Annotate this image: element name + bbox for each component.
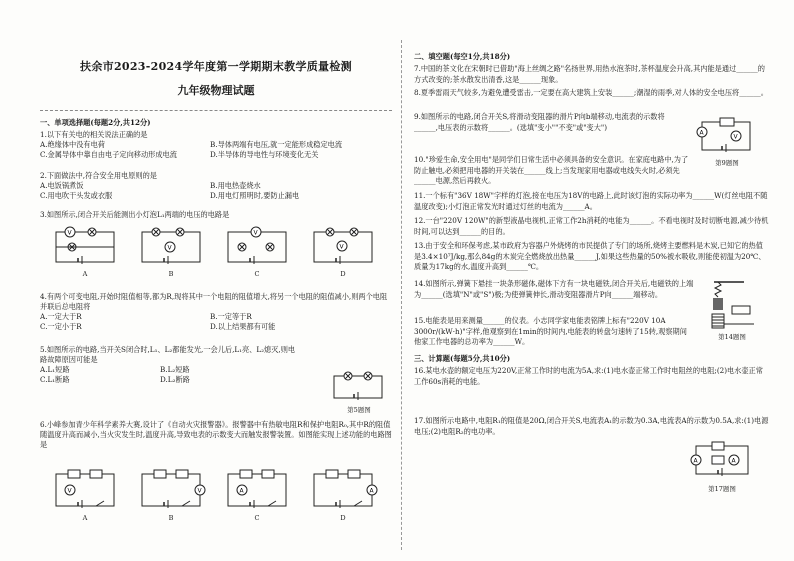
q6-circuit-a bbox=[50, 468, 120, 512]
section-3-heading: 三、计算题(每题5分,共10分) bbox=[414, 354, 511, 363]
svg-text:V: V bbox=[197, 487, 202, 495]
column-divider bbox=[401, 40, 402, 550]
q3-circuit-b bbox=[136, 224, 206, 268]
question-12: 12.一台"220V 120W"的新型液晶电视机,正常工作2h消耗的电能为______。不看电视时及时切断电源,减少待机时间,可以达到______的目的。 bbox=[414, 216, 769, 236]
question-6-stem: 6.小峰参加青少年科学素养大赛,设计了《自动火灾报警器》。报警器中有热敏电阻R和保护电阻R₀,其中R的阻值随温度升高而减小,当火灾发生时,温度升高,导致电表的示数变大而触发报警装置。如图能实现上述功能的电路图是 bbox=[40, 420, 392, 449]
q1-option-a: A.绝缘体中没有电荷 bbox=[40, 140, 105, 149]
q3-circuit-d bbox=[308, 224, 378, 268]
section-1-heading: 一、单项选择题(每题2分,共12分) bbox=[40, 118, 151, 127]
question-5 bbox=[40, 345, 300, 385]
question-3-stem: 3.如图所示,闭合开关后能测出小灯泡L₁两端的电压的电路是 bbox=[40, 210, 230, 219]
q4-option-b: B.一定等于R bbox=[210, 312, 252, 321]
question-11: 11.一个标有"36V 18W"字样的灯泡,接在电压为18V的电路上,此时该灯泡的实际功率为______W(灯丝电阻不随温度改变);小灯泡正常发光时通过灯丝的电流为______A。 bbox=[414, 191, 768, 211]
q6-label-d: D bbox=[340, 514, 346, 522]
question-9: 9.如图所示的电路,闭合开关S,将滑动变阻器的滑片P向b端移动,电流表的示数将______,电压表的示数将______。(选填"变小""不变"或"变大") bbox=[414, 112, 665, 132]
question-8: 8.夏季雷雨天气较多,为避免遭受雷击,一定要在高大建筑上安装______;潮湿的雨季,对人体的安全电压将______。 bbox=[414, 88, 768, 97]
q5-circuit bbox=[330, 370, 386, 402]
question-1 bbox=[40, 130, 392, 160]
q2-option-d: D.用电灯照明时,要防止漏电 bbox=[210, 191, 300, 200]
q5-option-d: D.L₂断路 bbox=[160, 375, 190, 384]
q1-option-c: C.金属导体中靠自由电子定向移动形成电流 bbox=[40, 150, 177, 159]
q3-label-b: B bbox=[168, 270, 174, 278]
question-16: 16.某电水壶的额定电压为220V,正常工作时的电流为5A,求:(1)电水壶正常工作时电阻丝的电阻;(2)电水壶正常工作60s消耗的电能。 bbox=[414, 366, 763, 386]
question-2 bbox=[40, 171, 392, 201]
svg-text:A: A bbox=[699, 129, 704, 137]
header-separator bbox=[40, 110, 392, 111]
question-4-stem: 4.有两个可变电阻,开始时阻值相等,都为R,现将其中一个电阻的阻值增大,将另一个电阻的阻值减小,则两个电阻并联后总电阻将 bbox=[40, 292, 388, 311]
svg-text:V: V bbox=[339, 243, 344, 251]
q4-option-c: C.一定小于R bbox=[40, 322, 82, 331]
svg-text:A: A bbox=[369, 487, 374, 495]
q14-electromagnet-figure bbox=[704, 280, 760, 330]
q6-label-a: A bbox=[82, 514, 88, 522]
question-17: 17.如图所示电路中,电阻R₁的阻值是20Ω,闭合开关S,电流表A₁的示数为0.3A,电流表A的示数为0.5A,求:(1)电源电压;(2)电阻R₂的电功率。 bbox=[414, 416, 769, 436]
q6-circuit-b bbox=[136, 468, 206, 512]
question-4 bbox=[40, 292, 392, 332]
question-14: 14.如图所示,弹簧下悬挂一块条形磁体,磁体下方有一块电磁铁,闭合开关后,电磁铁的上端为______(选填"N"或"S")极;为使弹簧伸长,滑动变阻器滑片P向______端移动。 bbox=[414, 279, 694, 299]
q2-option-b: B.用电热壶烧水 bbox=[210, 181, 261, 190]
q6-circuit-c bbox=[222, 468, 292, 512]
page-subtitle: 九年级物理试题 bbox=[177, 84, 255, 97]
question-1-stem: 1.以下有关电的相关说法正确的是 bbox=[40, 130, 148, 139]
question-7: 7.中国的茶文化在宋朝时已借助"海上丝绸之路"名扬世界,用热水泡茶时,茶杯温度会升高,其内能是通过______的方式改变的;茶水散发出清香,这是______现象。 bbox=[414, 64, 765, 84]
q9-circuit bbox=[696, 114, 756, 158]
question-5-stem: 5.如图所示的电路,当开关S闭合时,L₁、L₂都能发光,一会儿后,L₁亮、L₂熄灭,则电路故障原因可能是 bbox=[40, 345, 296, 364]
q3-label-d: D bbox=[340, 270, 346, 278]
page-title: 扶余市2023-2024学年度第一学期期末教学质量检测 bbox=[80, 60, 352, 73]
left-column bbox=[40, 0, 392, 561]
q2-option-c: C.用电吹干头发或衣服 bbox=[40, 191, 113, 200]
q17-circuit bbox=[690, 440, 754, 480]
q1-option-b: B.导体两端有电压,就一定能形成稳定电流 bbox=[210, 140, 343, 149]
q5-figure-caption: 第5题图 bbox=[347, 406, 371, 414]
q1-option-d: D.半导体的导电性与环境变化无关 bbox=[210, 150, 319, 159]
q3-label-c: C bbox=[254, 270, 260, 278]
q6-label-b: B bbox=[168, 514, 174, 522]
question-10: 10."珍爱生命,安全用电"是同学们日常生活中必须具备的安全意识。在家庭电路中,为了防止触电,必须把用电器的开关装在______线上;当发现家用电器或电线失火时,必须先______电源,然后再救火。 bbox=[414, 155, 689, 185]
svg-text:V: V bbox=[733, 133, 738, 141]
question-13: 13.由于安全和环保考虑,某市政府为容器户外烧烤的市民提供了专门的场所,烧烤主要燃料是木炭,已知它的热值是3.4×10⁷J/kg,那么84g的木炭完全燃烧放出热量______J,如果这些热量的50%被水吸收,则能使初温为20℃、质量为17kg的水,温度升高到______℃。 bbox=[414, 241, 766, 271]
svg-text:V: V bbox=[67, 229, 72, 237]
q6-circuit-d bbox=[308, 468, 378, 512]
q5-option-c: C.L₁断路 bbox=[40, 375, 70, 384]
svg-text:V: V bbox=[253, 229, 258, 237]
q3-circuit-c bbox=[222, 224, 292, 268]
svg-text:A: A bbox=[693, 457, 698, 465]
q3-circuit-a bbox=[50, 224, 120, 268]
q2-option-a: A.电饭锅煮饭 bbox=[40, 181, 84, 190]
q9-figure-caption: 第9题图 bbox=[715, 159, 739, 167]
question-15: 15.电能表是用来测量______的仪表。小志同学家电能表铭牌上标有"220V 10A 3000r/(kW·h)"字样,他观察到在1min的时间内,电能表的转盘匀速转了15转,观察期间他家工作电器的总功率为______W。 bbox=[414, 316, 687, 346]
q6-label-c: C bbox=[254, 514, 260, 522]
right-column bbox=[414, 0, 770, 561]
q14-figure-caption: 第14题图 bbox=[718, 333, 746, 341]
svg-text:V: V bbox=[67, 487, 72, 495]
q4-option-d: D.以上结果都有可能 bbox=[210, 322, 276, 331]
q17-figure-caption: 第17题图 bbox=[708, 485, 736, 493]
svg-text:A: A bbox=[731, 457, 736, 465]
q3-label-a: A bbox=[82, 270, 88, 278]
q5-option-a: A.L₁短路 bbox=[40, 365, 70, 374]
q5-option-b: B.L₂短路 bbox=[160, 365, 190, 374]
question-2-stem: 2.下面做法中,符合安全用电原则的是 bbox=[40, 171, 157, 180]
section-2-heading: 二、填空题(每空1分,共18分) bbox=[414, 52, 511, 61]
svg-text:A: A bbox=[239, 487, 244, 495]
svg-text:V: V bbox=[167, 244, 172, 252]
q4-option-a: A.一定大于R bbox=[40, 312, 82, 321]
